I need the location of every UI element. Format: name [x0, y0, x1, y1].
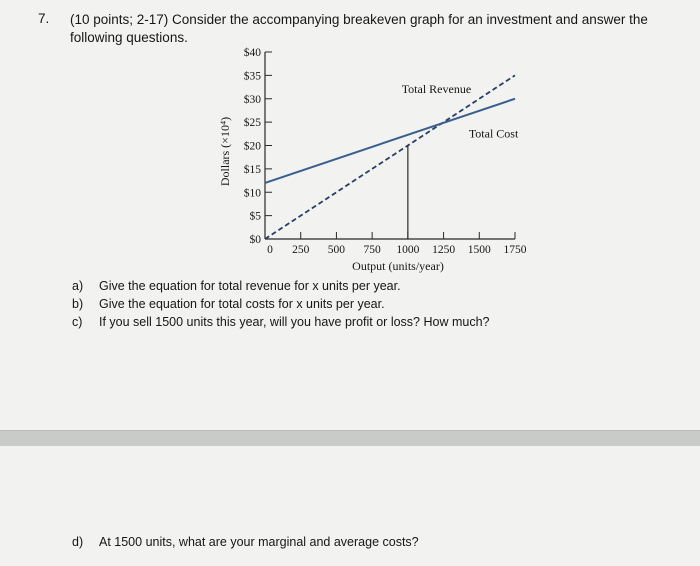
x-tick-label: 1500 — [467, 244, 491, 256]
x-tick-label: 1250 — [432, 244, 456, 256]
part-d — [72, 534, 419, 550]
question-number: 7. — [38, 11, 50, 26]
x-axis-title: Output (units/year) — [352, 259, 444, 273]
x-tick-label: 250 — [292, 244, 310, 256]
y-tick-label: $0 — [249, 234, 261, 246]
total-revenue-line — [265, 75, 515, 239]
x-tick-label: 500 — [327, 244, 346, 256]
part-c — [72, 314, 489, 330]
x-tick-label: 750 — [363, 244, 381, 256]
total-cost-line — [265, 99, 515, 183]
question-text: (10 points; 2-17) Consider the accompanying breakeven graph for an investment and answer the following questions. — [70, 12, 648, 45]
y-axis-title: Dollars (×10⁴) — [218, 116, 232, 187]
breakeven-chart — [210, 40, 550, 280]
part-b-label: b) — [72, 297, 84, 311]
part-c-label: c) — [72, 315, 83, 329]
part-a-text: Give the equation for total revenue for x units per year. — [99, 279, 401, 293]
y-tick-label: $30 — [243, 93, 261, 106]
x-tick-label: 0 — [267, 244, 273, 256]
part-b — [72, 296, 385, 312]
part-a-label: a) — [72, 279, 84, 293]
y-tick-label: $40 — [243, 47, 261, 59]
y-tick-label: $25 — [243, 117, 261, 130]
x-tick-label: 1000 — [396, 244, 420, 256]
y-tick-label: $15 — [243, 163, 261, 176]
y-tick-label: $5 — [249, 210, 261, 223]
y-tick-label: $35 — [243, 70, 261, 83]
part-d-text: At 1500 units, what are your marginal and average costs? — [99, 535, 419, 549]
total-cost-label: Total Cost — [468, 126, 519, 141]
breakeven-chart-svg — [210, 40, 550, 280]
part-b-text: Give the equation for total costs for x units per year. — [99, 297, 385, 311]
part-d-label: d) — [72, 535, 84, 549]
total-revenue-label: Total Revenue — [401, 82, 472, 97]
part-a — [72, 278, 401, 294]
x-tick-label: 1750 — [503, 244, 527, 256]
part-c-text: If you sell 1500 units this year, will you have profit or loss? How much? — [99, 315, 490, 329]
y-tick-label: $20 — [243, 140, 261, 153]
y-tick-label: $10 — [243, 187, 261, 200]
